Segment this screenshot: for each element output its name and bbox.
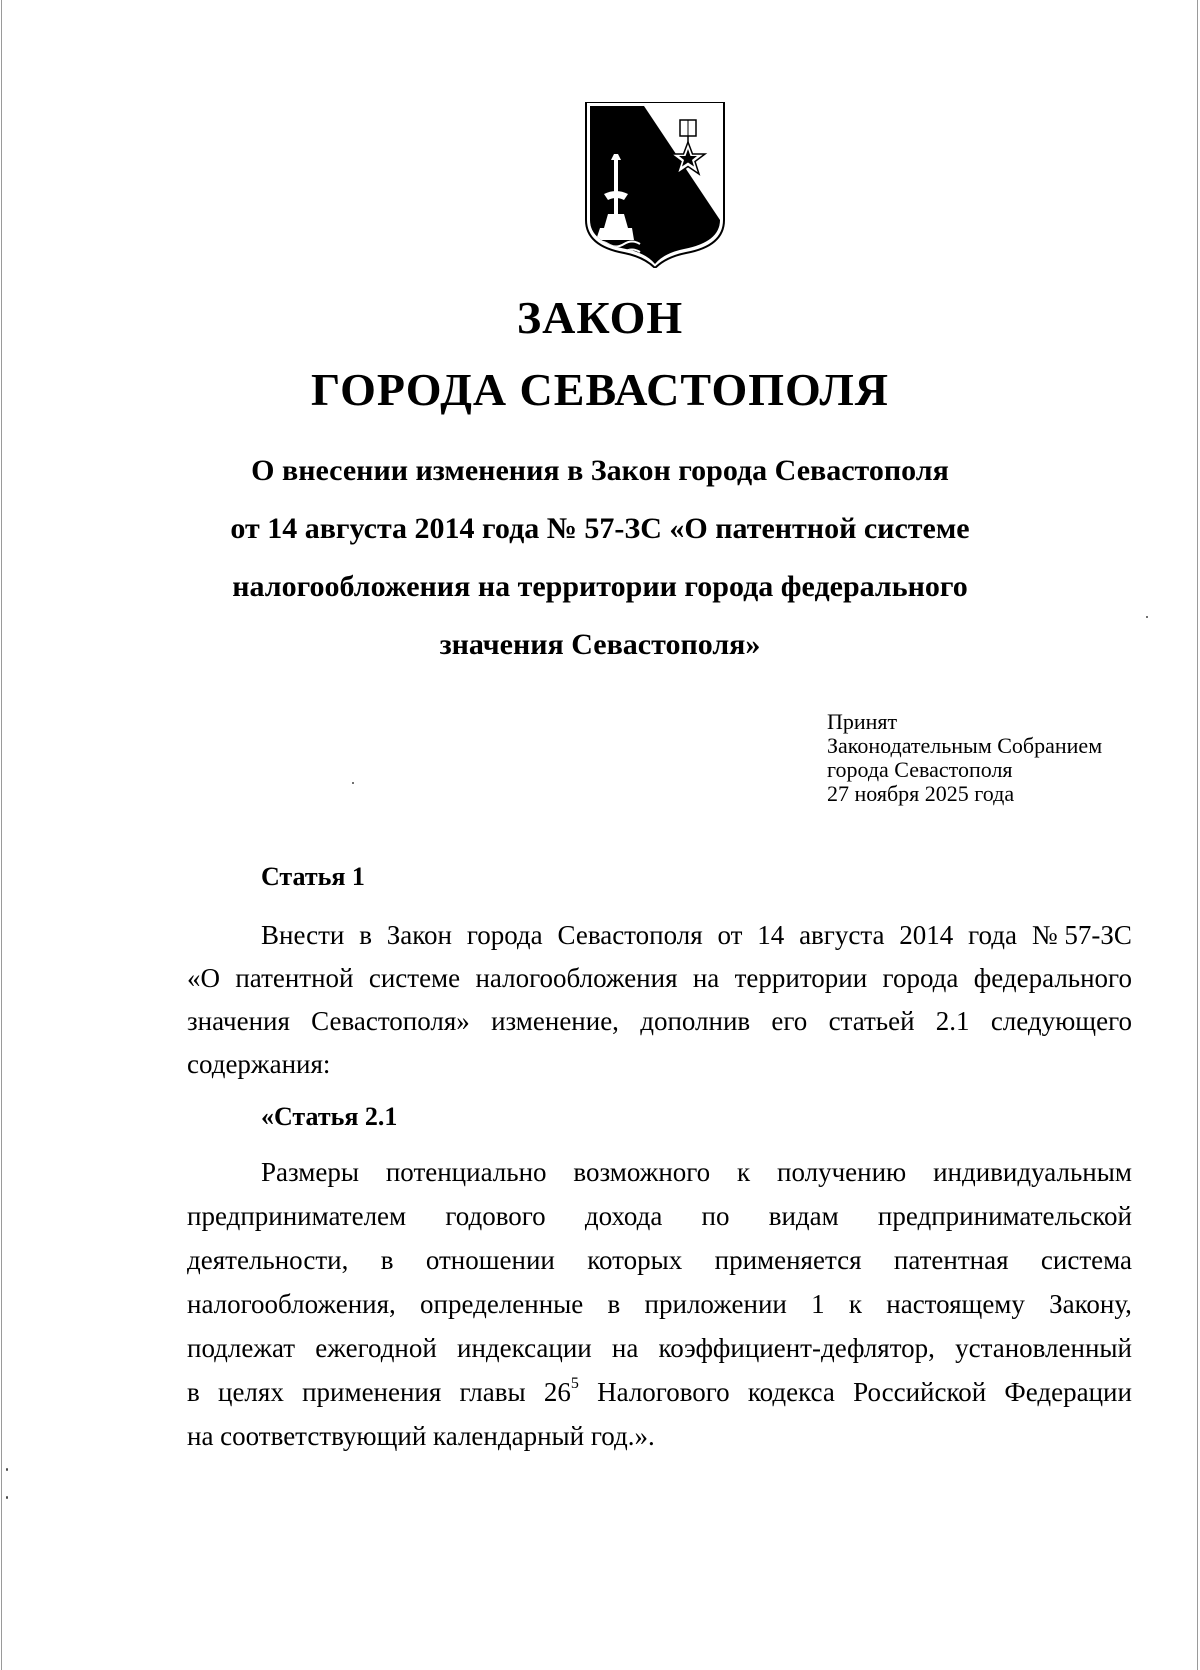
scan-edge-right: [1197, 0, 1198, 1670]
coat-of-arms-icon: [584, 102, 726, 268]
article-2-1-text: [187, 1150, 1132, 1458]
heading-line: значения Севастополя»: [439, 628, 761, 661]
heading-line: налогообложения на территории города федерального: [232, 570, 968, 603]
text-line: предпринимателем годового дохода по видам предпринимательской: [187, 1201, 1132, 1231]
scan-speck: [352, 782, 354, 784]
scan-speck: [1146, 616, 1148, 618]
text-line: Внести в Закон города Севастополя от 14 августа 2014 года № 57-ЗС: [261, 920, 1132, 950]
adoption-line: города Севастополя: [827, 757, 1013, 782]
text-line: «О патентной системе налогообложения на территории города федерального: [187, 963, 1132, 993]
law-heading: [170, 442, 1030, 674]
heading-line: О внесении изменения в Закон города Севастополя: [251, 454, 949, 487]
text-line: на соответствующий календарный год.».: [187, 1421, 655, 1451]
adoption-block: [827, 710, 1102, 806]
issuer-name: ГОРОДА СЕВАСТОПОЛЯ: [310, 364, 890, 415]
scan-speck: [6, 1496, 8, 1499]
text-line: содержания:: [187, 1049, 331, 1079]
text-line: подлежат ежегодной индексации на коэффициент-дефлятор, установленный: [187, 1333, 1132, 1363]
heading-line: от 14 августа 2014 года № 57-ЗС «О патентной системе: [230, 512, 970, 545]
text-line: Размеры потенциально возможного к получению индивидуальным: [261, 1157, 1132, 1187]
article-1-title: Статья 1: [261, 862, 365, 891]
article-2-1-title: «Статья 2.1: [261, 1102, 398, 1131]
document-type: ЗАКОН: [516, 292, 684, 343]
text-line: значения Севастополя» изменение, дополнив его статьей 2.1 следующего: [187, 1006, 1132, 1036]
scan-edge-left: [1, 0, 2, 1670]
scan-speck: [6, 1468, 8, 1471]
article-1-text: [187, 914, 1132, 1086]
adoption-line: Законодательным Собранием: [827, 733, 1103, 758]
text-line: налогообложения, определенные в приложении 1 к настоящему Закону,: [187, 1289, 1132, 1319]
text-line: в целях применения главы $26^5$ Налогового кодекса Российской Федерации: [187, 1370, 1132, 1414]
text-line: деятельности, в отношении которых применяется патентная система: [187, 1245, 1132, 1275]
chapter-reference: $26^5$: [543, 1375, 579, 1407]
adoption-date: 27 ноября 2025 года: [827, 781, 1015, 806]
adoption-line: Принят: [827, 709, 898, 734]
